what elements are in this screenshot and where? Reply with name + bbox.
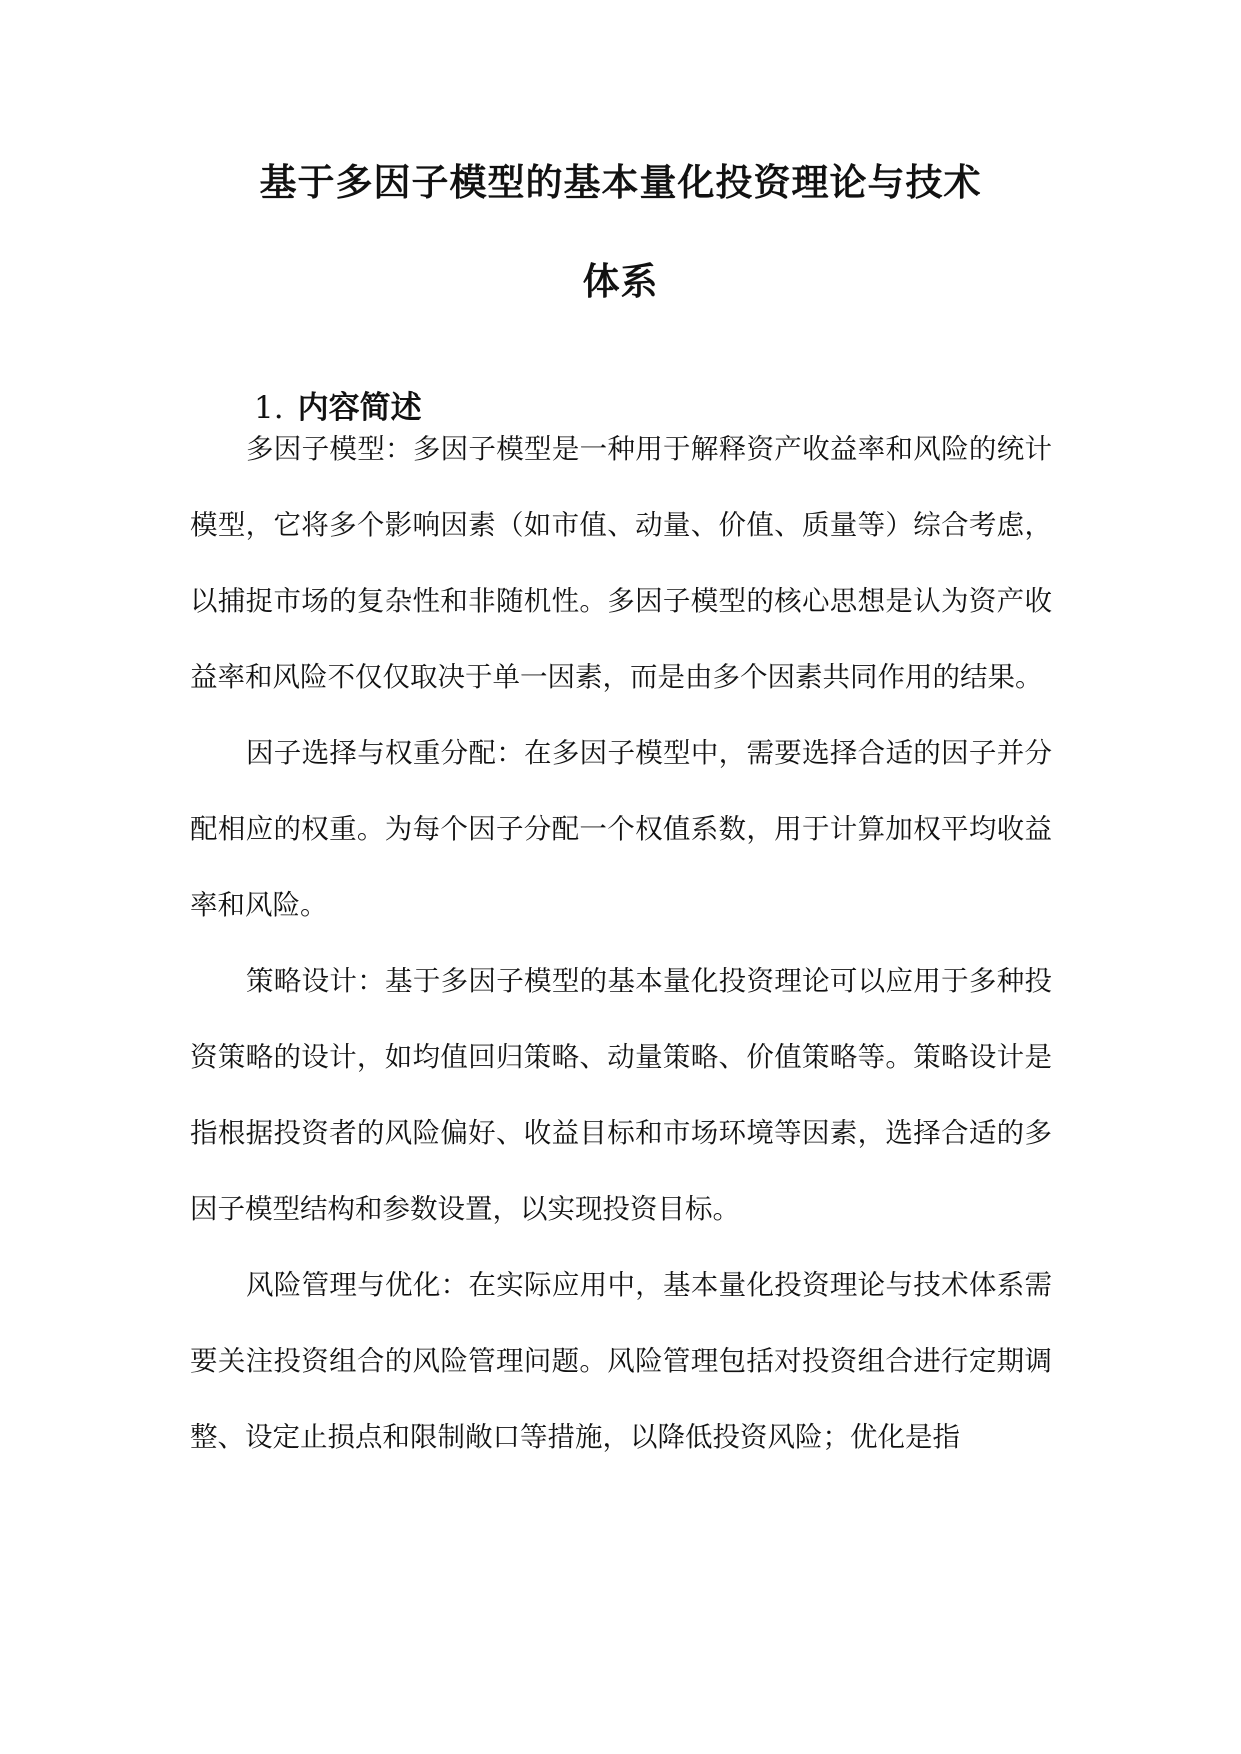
paragraph-multifactor-model: 多因子模型：多因子模型是一种用于解释资产收益率和风险的统计模型，它将多个影响因素（如市值、动量、价值、质量等）综合考虑，以捕捉市场的复杂性和非随机性。多因子模型的核心思想是认为资产收益率和风险不仅仅取决于单一因素，而是由多个因素共同作用的结果。	[190, 433, 1052, 693]
document-title-line-1: 基于多因子模型的基本量化投资理论与技术	[259, 160, 982, 204]
document-title-line-2: 体系	[582, 259, 659, 303]
paragraph-strategy-design: 策略设计：基于多因子模型的基本量化投资理论可以应用于多种投资策略的设计，如均值回归策略、动量策略、价值策略等。策略设计是指根据投资者的风险偏好、收益目标和市场环境等因素，选择合适的多因子模型结构和参数设置，以实现投资目标。	[190, 965, 1052, 1225]
section-title: 内容简述	[297, 390, 422, 426]
document-body	[190, 411, 1052, 1475]
paragraph-risk-management: 风险管理与优化：在实际应用中，基本量化投资理论与技术体系需要关注投资组合的风险管理问题。风险管理包括对投资组合进行定期调整、设定止损点和限制敞口等措施，以降低投资风险；优化是指	[190, 1269, 1052, 1453]
paragraph-factor-selection: 因子选择与权重分配：在多因子模型中，需要选择合适的因子并分配相应的权重。为每个因子分配一个权值系数，用于计算加权平均收益率和风险。	[190, 737, 1052, 921]
section-number: 1.	[254, 390, 284, 426]
